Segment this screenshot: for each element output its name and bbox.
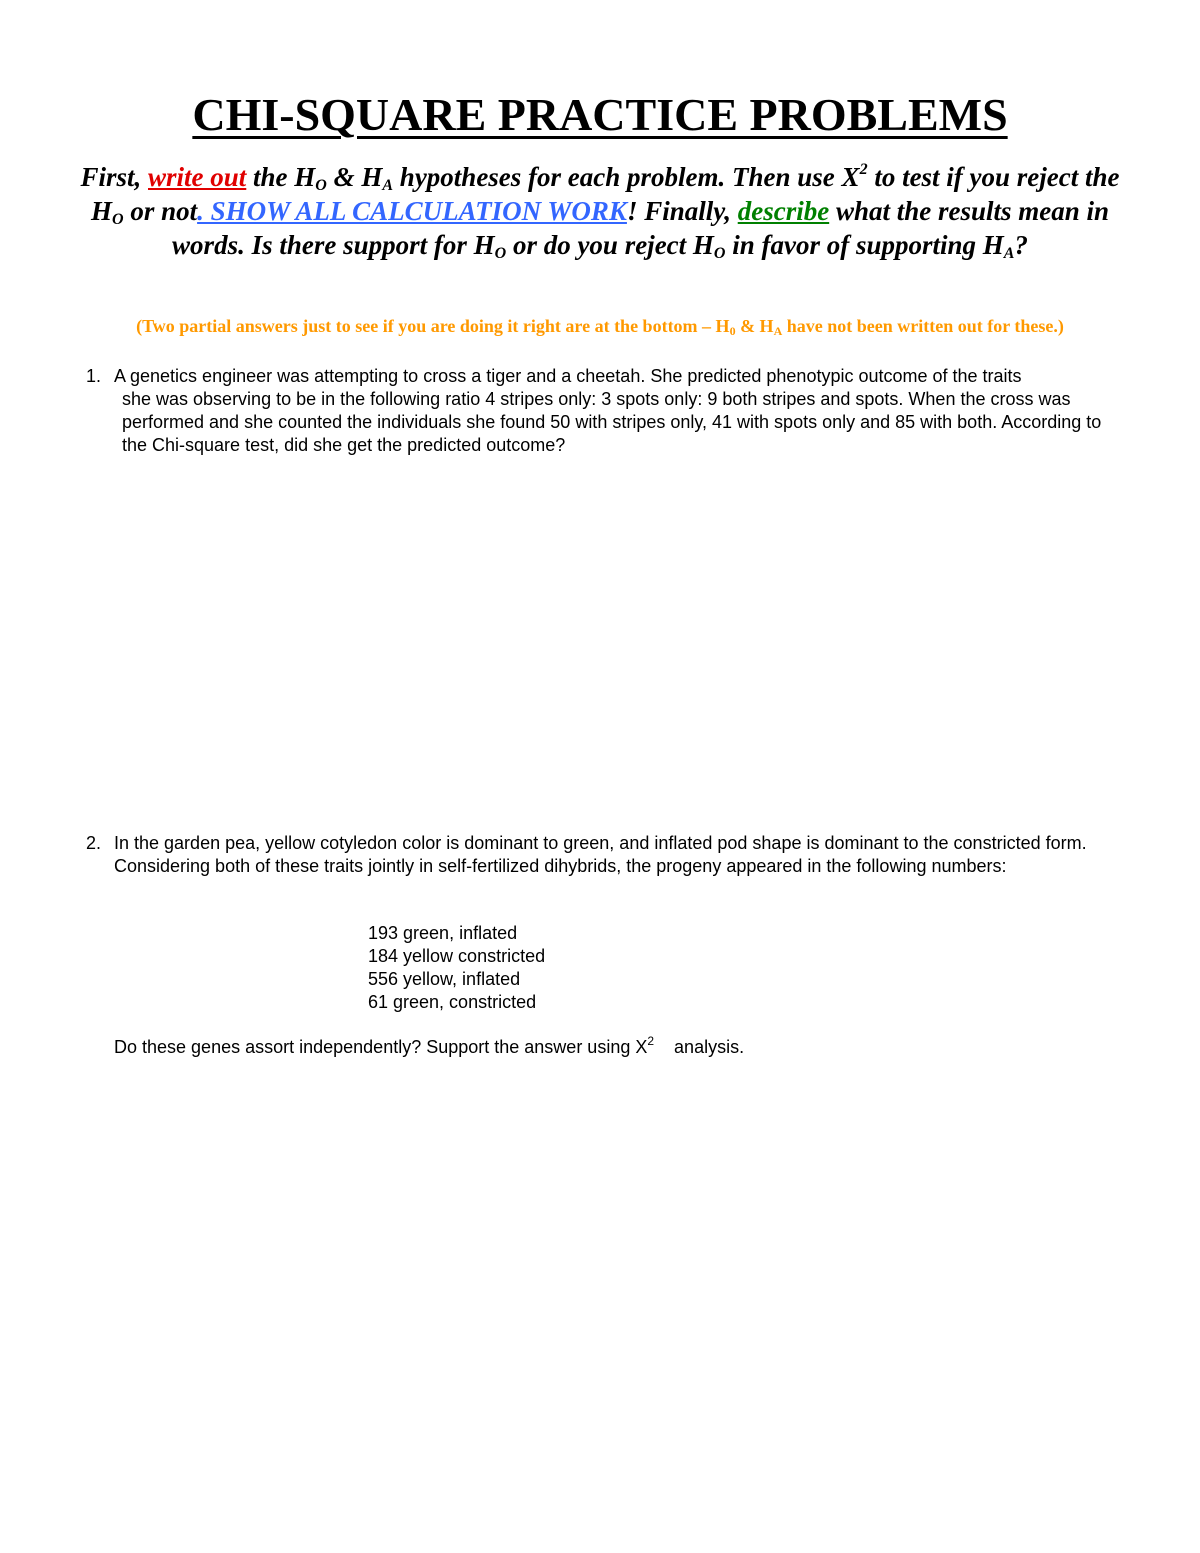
instructions-text: ? xyxy=(1014,230,1028,260)
subscript: A xyxy=(773,324,783,338)
note-text: have not been written out for these.) xyxy=(782,316,1064,336)
subscript: A xyxy=(1003,245,1015,262)
problem-number: 2. xyxy=(86,833,102,853)
problem-text-first-line: A genetics engineer was attempting to cross a tiger and a cheetah. She predicted phenotypic outcome of the traits xyxy=(114,366,1022,386)
list-item: 61 green, constricted xyxy=(368,992,537,1012)
list-item: 184 yellow constricted xyxy=(368,946,546,966)
instructions xyxy=(80,160,1120,262)
instructions-text: in favor of supporting H xyxy=(725,230,1004,260)
list-item: 193 green, inflated xyxy=(368,923,518,943)
question-text: analysis. xyxy=(654,1037,745,1057)
subscript: O xyxy=(112,211,124,228)
instructions-text: First, xyxy=(80,162,148,192)
instructions-text: what the results mean in words. Is there support for H xyxy=(172,196,1110,260)
instructions-text: & H xyxy=(326,162,383,192)
partial-answers-note xyxy=(0,316,1200,337)
show-work-emphasis: . SHOW ALL CALCULATION WORK xyxy=(197,196,627,226)
instructions-text: or not xyxy=(123,196,198,226)
instructions-text: hypotheses for each problem. Then use X xyxy=(393,162,860,192)
subscript: A xyxy=(382,177,394,194)
problem-text: In the garden pea, yellow cotyledon color is dominant to green, and inflated pod shape is dominant to the constricted form. Considering both of these traits jointly in self-fertilized dihybrids, the progeny appeared in the following numbers: xyxy=(114,833,1087,876)
list-item: 556 yellow, inflated xyxy=(368,969,521,989)
problem-text-rest: she was observing to be in the following ratio 4 stripes only: 3 spots only: 9 both stripes and spots. When the cross was performed and she counted the individuals she found 50 with stripes only, 41 with spots only and 85 with both. According to the Chi-square test, did she get the predicted outcome? xyxy=(122,389,1102,455)
question-text: Do these genes assort independently? Support the answer using X xyxy=(114,1037,648,1057)
page-title: CHI-SQUARE PRACTICE PROBLEMS xyxy=(192,89,1008,140)
progeny-counts xyxy=(368,922,545,1014)
instructions-text: the H xyxy=(246,162,316,192)
superscript: 2 xyxy=(859,161,868,178)
subscript: 0 xyxy=(729,324,736,338)
problem-2-question xyxy=(114,1036,744,1059)
write-out-emphasis: write out xyxy=(148,162,247,192)
subscript: O xyxy=(494,245,507,262)
describe-emphasis: describe xyxy=(737,196,830,226)
problem-text xyxy=(114,365,1104,457)
problem-number: 1. xyxy=(86,366,102,386)
subscript: O xyxy=(315,177,327,194)
subscript: O xyxy=(713,245,726,262)
note-text: & H xyxy=(735,316,774,336)
instructions-text: to test if you reject the H xyxy=(90,162,1120,226)
instructions-text: ! Finally, xyxy=(626,196,738,226)
note-text: (Two partial answers just to see if you are doing it right are at the bottom – H xyxy=(136,316,730,336)
instructions-text: or do you reject H xyxy=(506,230,714,260)
superscript: 2 xyxy=(647,1034,655,1048)
